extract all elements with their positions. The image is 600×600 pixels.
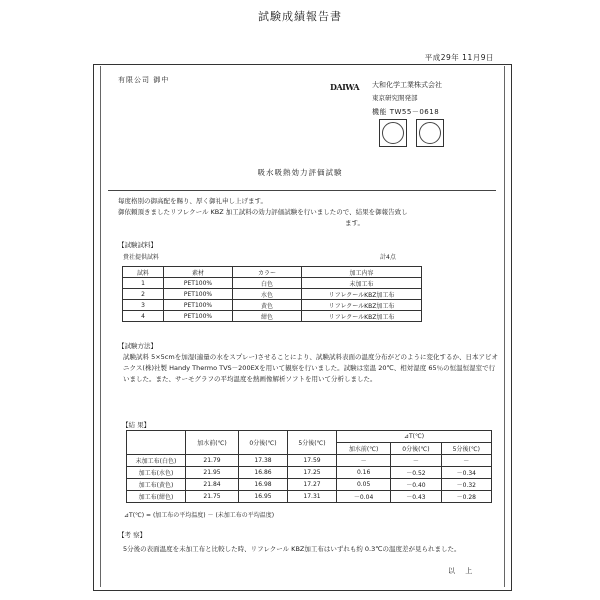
table-cell: 17.25 [288, 467, 337, 479]
table-cell: リフレクールKBZ加工布 [302, 300, 422, 311]
method-text: 試験試料 5×5cmを加湿(適量の水をスプレー)させることにより、試験試料表面の温度分布がどのように変化するか、日本アビオニクス(株)社製 Handy Thermo TVS－200EXを用いて観察を行いました。試験は室温 20℃、相対湿度 65％の恒温恒湿室で行いました。また、サーモグラフの平均温度を熱画像解析ソフトを用いて分析しました。 [123, 353, 499, 383]
table-row [123, 300, 422, 311]
company-department: 東京研究開発部 [372, 94, 418, 102]
table-cell: 水色 [233, 289, 302, 300]
sample-count: 計4点 [380, 254, 396, 261]
company-logo: DAIWA [330, 82, 360, 92]
column-header: 素材 [164, 267, 233, 278]
table-cell: PET100% [164, 311, 233, 322]
table-cell: － [441, 455, 491, 467]
intro-line-3: ます。 [345, 219, 364, 227]
inspection-seal [379, 119, 407, 147]
table-row [127, 479, 492, 491]
table-cell: 白色 [233, 278, 302, 289]
column-header: 加水前(℃) [186, 431, 239, 455]
table-cell: 16.86 [239, 467, 288, 479]
table-cell: 21.75 [186, 491, 239, 503]
assessment-heading: 【考 察】 [118, 531, 147, 539]
table-cell: PET100% [164, 289, 233, 300]
report-subject: 吸水吸熱効力評価試験 [257, 168, 343, 177]
intro-line-1: 毎度格別の御高配を賜り、厚く御礼申し上げます。 [118, 197, 267, 205]
table-row [123, 289, 422, 300]
document-title: 試験成績報告書 [258, 10, 342, 23]
table-cell: 4 [123, 311, 164, 322]
addressee: 有限公司 御中 [118, 76, 170, 84]
table-cell: －0.40 [391, 479, 441, 491]
method-heading: 【試験方法】 [118, 342, 157, 350]
table-cell: －0.32 [441, 479, 491, 491]
table-cell: リフレクールKBZ加工布 [302, 311, 422, 322]
table-cell: 紺色 [233, 311, 302, 322]
column-header: 0分後(℃) [391, 443, 441, 455]
samples-table [122, 266, 422, 322]
table-cell: 黄色 [233, 300, 302, 311]
table-cell: 2 [123, 289, 164, 300]
table-row [123, 311, 422, 322]
table-header-row [123, 267, 422, 278]
divider [108, 190, 496, 191]
samples-heading: 【試験試料】 [118, 241, 157, 249]
table-cell: 21.84 [186, 479, 239, 491]
reference-number: 機能 TW55－0618 [372, 108, 440, 116]
table-cell: － [391, 455, 441, 467]
column-header: 試料 [123, 267, 164, 278]
table-row [127, 455, 492, 467]
table-cell: 未加工布(白色) [127, 455, 186, 467]
table-cell: PET100% [164, 300, 233, 311]
table-cell: 1 [123, 278, 164, 289]
column-header: 加水前(℃) [337, 443, 391, 455]
table-row [127, 467, 492, 479]
column-header [127, 431, 186, 455]
closing-mark: 以 上 [448, 567, 477, 575]
intro-line-2: 御依頼頂きましたリフレクール KBZ 加工試料の効力評価試験を行いましたので、結果を御報告致し [118, 208, 408, 216]
table-cell: －0.28 [441, 491, 491, 503]
table-cell: 16.95 [239, 491, 288, 503]
table-cell: －0.34 [441, 467, 491, 479]
table-cell: 加工布(黄色) [127, 479, 186, 491]
results-table [126, 430, 492, 503]
table-cell: －0.52 [391, 467, 441, 479]
report-date: 平成29年 11月9日 [424, 53, 494, 62]
table-cell: 21.95 [186, 467, 239, 479]
table-cell: 17.38 [239, 455, 288, 467]
delta-t-footnote: ⊿T(℃) = (加工布の平均温度) － (未加工布の平均温度) [124, 512, 275, 519]
column-header: 5分後(℃) [288, 431, 337, 455]
seal-stamp-icon [382, 122, 404, 144]
document-inner-frame [100, 66, 505, 587]
table-cell: －0.04 [337, 491, 391, 503]
company-name: 大和化学工業株式会社 [372, 81, 442, 89]
table-cell: 0.16 [337, 467, 391, 479]
delta-t-header: ⊿T(℃) [337, 431, 492, 443]
table-cell: 加工布(紺色) [127, 491, 186, 503]
seal-stamp-icon [419, 122, 441, 144]
column-header: カラー [233, 267, 302, 278]
column-header: 加工内容 [302, 267, 422, 278]
results-heading: 【結 果】 [122, 421, 151, 429]
table-cell: 21.79 [186, 455, 239, 467]
column-header: 0分後(℃) [239, 431, 288, 455]
table-cell: 17.27 [288, 479, 337, 491]
column-header: 5分後(℃) [441, 443, 491, 455]
table-cell: 17.59 [288, 455, 337, 467]
table-cell: 16.98 [239, 479, 288, 491]
supplied-samples-label: 貴社提供試料 [123, 254, 160, 261]
table-cell: リフレクールKBZ加工布 [302, 289, 422, 300]
table-cell: 未加工布 [302, 278, 422, 289]
table-cell: 0.05 [337, 479, 391, 491]
table-header-row [127, 431, 492, 443]
table-cell: － [337, 455, 391, 467]
table-row [123, 278, 422, 289]
assessment-text: 5分後の表面温度を未加工布と比較した時、リフレクール KBZ加工布はいずれも約 0.3℃の温度差が見られました。 [123, 545, 461, 553]
table-row [127, 491, 492, 503]
company-seal [416, 119, 444, 147]
table-cell: 3 [123, 300, 164, 311]
table-cell: －0.43 [391, 491, 441, 503]
table-cell: 17.31 [288, 491, 337, 503]
table-cell: 加工布(水色) [127, 467, 186, 479]
table-cell: PET100% [164, 278, 233, 289]
